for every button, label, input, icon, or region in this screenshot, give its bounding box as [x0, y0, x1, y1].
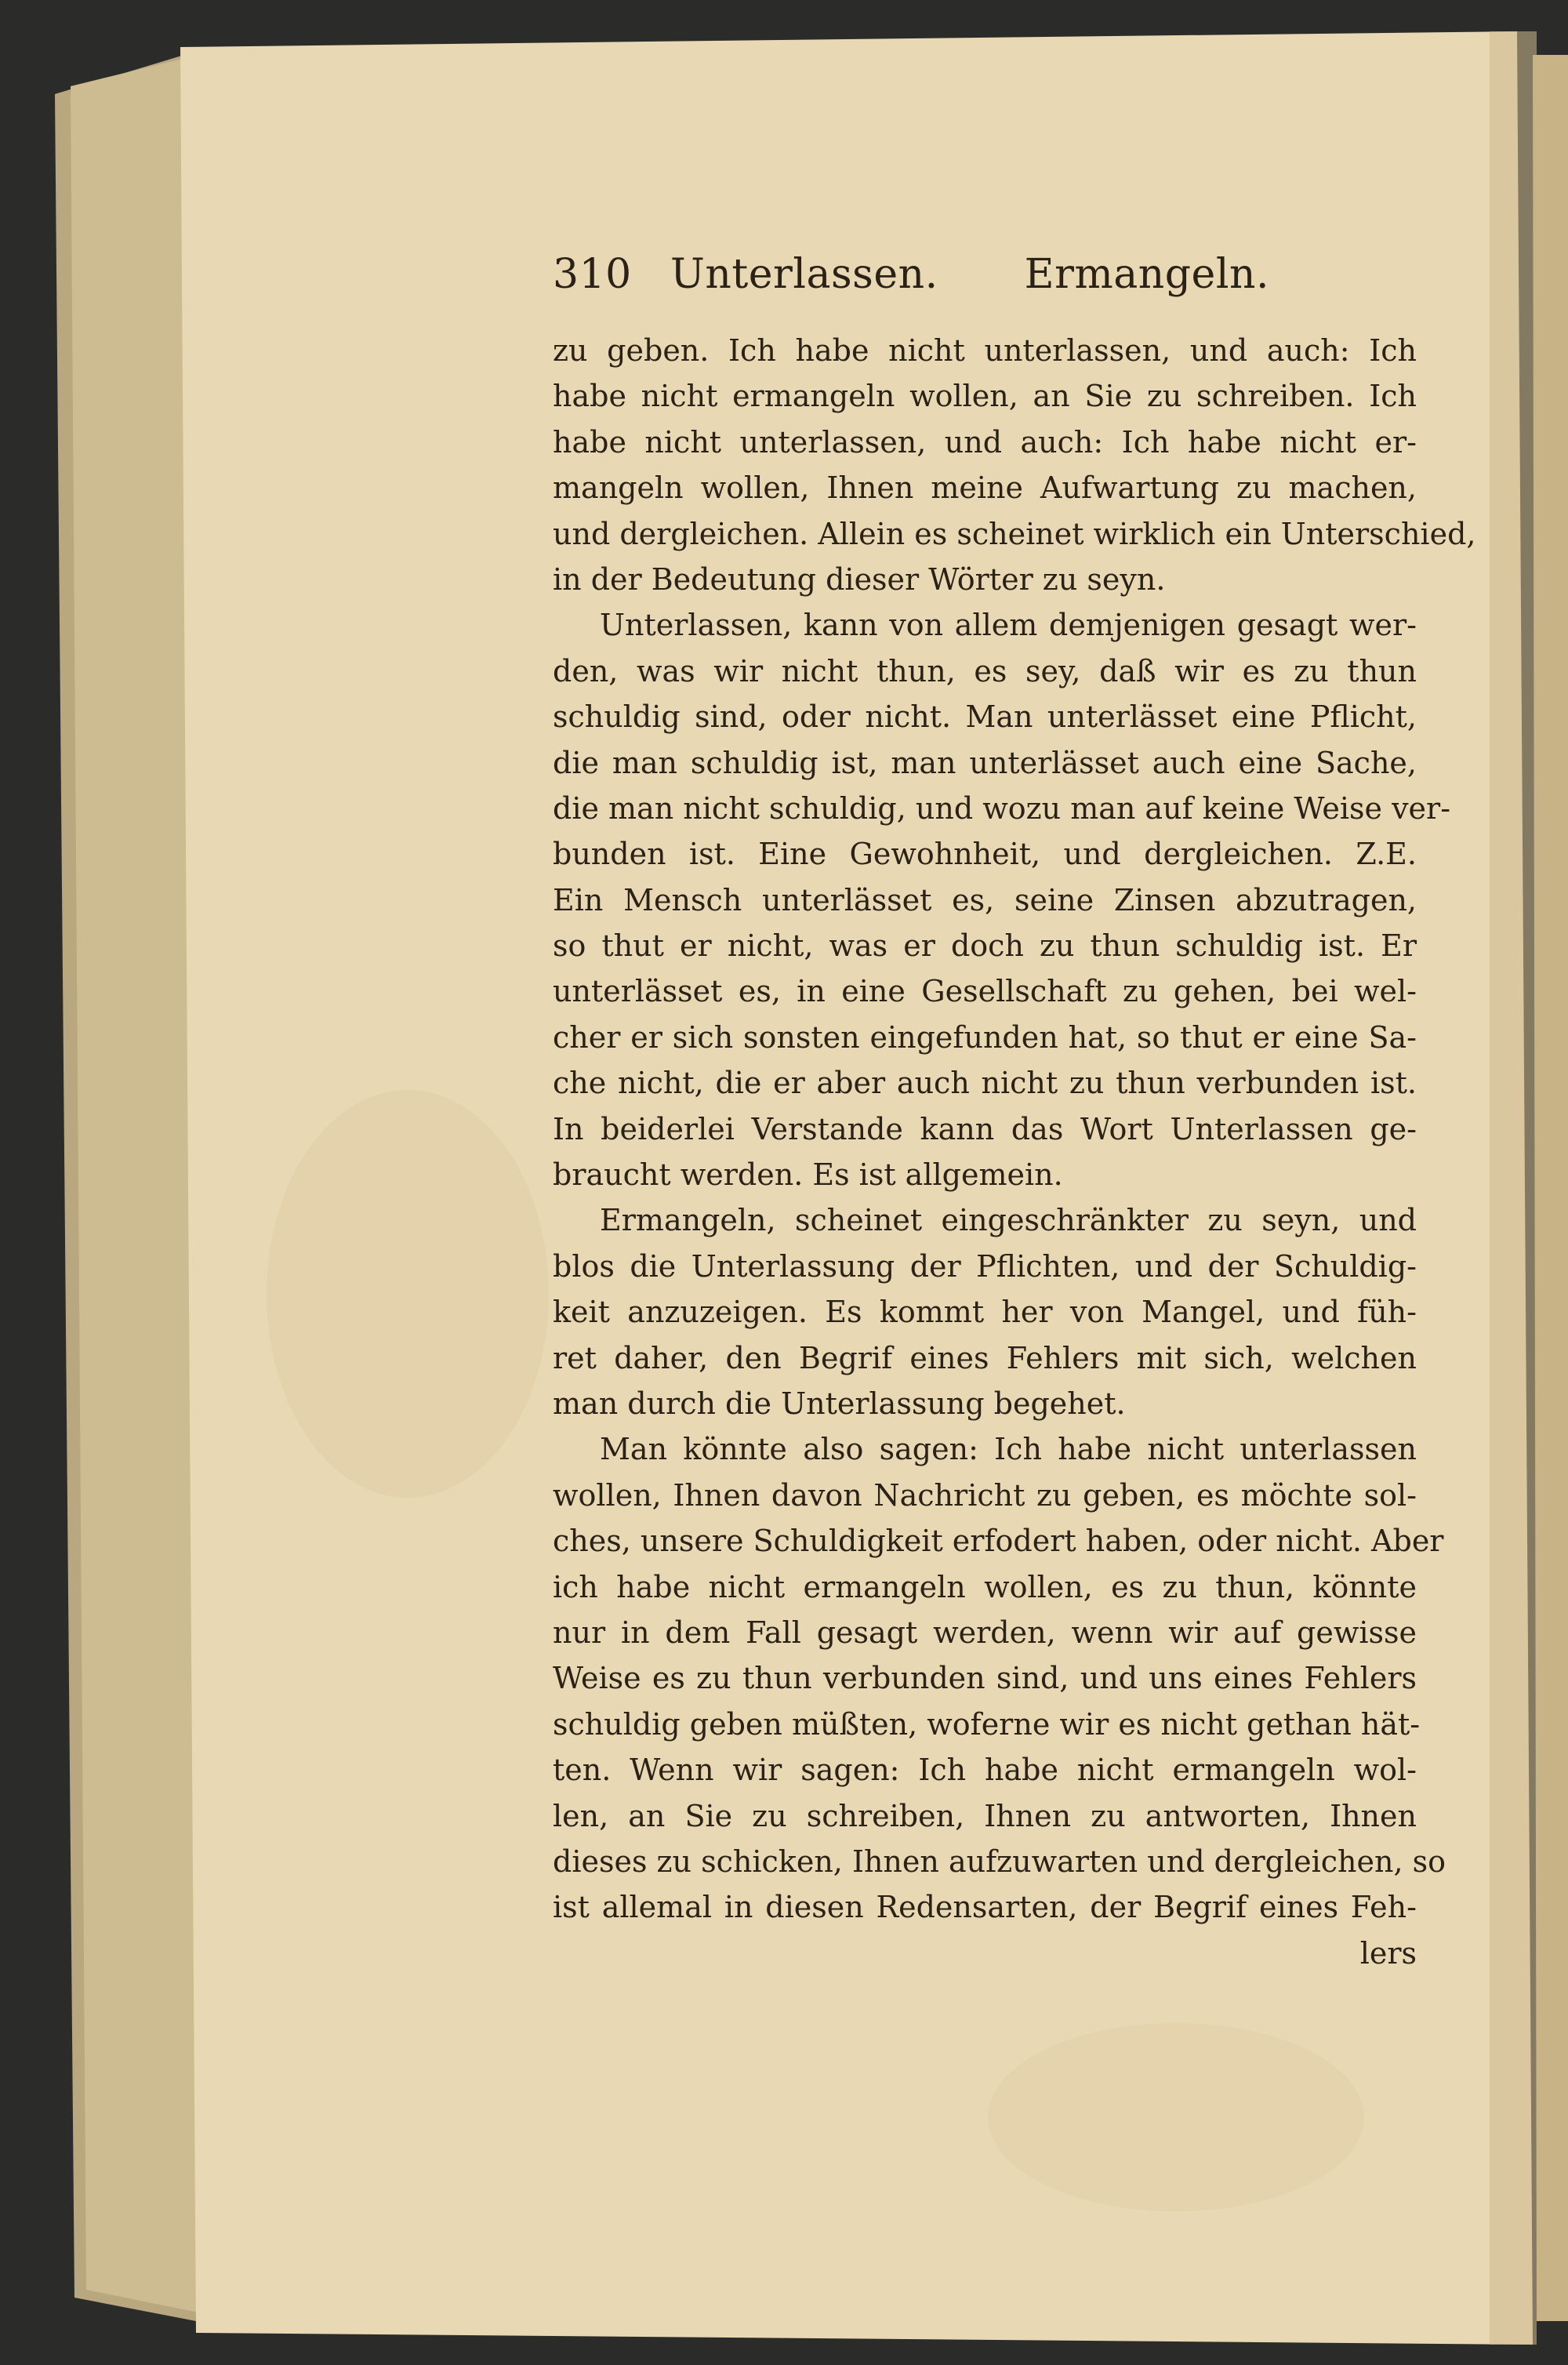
text-line: so thut er nicht, was er doch zu thun schuldig ist. Er — [553, 928, 1417, 964]
text-line: wollen, Ihnen davon Nachricht zu geben, es möchte sol- — [553, 1477, 1417, 1513]
text-line: nur in dem Fall gesagt werden, wenn wir auf gewisse — [553, 1615, 1417, 1650]
text-line: bunden ist. Eine Gewohnheit, und dergleichen. Z.E. — [553, 837, 1417, 872]
text-line: ist allemal in diesen Redensarten, der Begrif eines Feh- — [553, 1890, 1417, 1925]
text-line: zu geben. Ich habe nicht unterlassen, und auch: Ich — [553, 333, 1417, 368]
page-number: 310 — [553, 251, 632, 298]
text-line: habe nicht unterlassen, und auch: Ich habe nicht er- — [553, 424, 1417, 460]
text-line: man durch die Unterlassung begehet. — [553, 1386, 1126, 1421]
text-line: len, an Sie zu schreiben, Ihnen zu antworten, Ihnen — [553, 1798, 1417, 1833]
body-text — [553, 328, 1476, 1976]
text-line: ret daher, den Begrif eines Fehlers mit sich, welchen — [553, 1340, 1417, 1375]
text-line: mangeln wollen, Ihnen meine Aufwartung zu machen, — [553, 470, 1417, 506]
text-line: cher er sich sonsten eingefunden hat, so thut er eine Sa- — [553, 1019, 1417, 1055]
text-line: in der Bedeutung dieser Wörter zu seyn. — [553, 561, 1166, 597]
text-line: ches, unsere Schuldigkeit erfodert haben, oder nicht. Aber — [553, 1524, 1444, 1559]
text-line: Man könnte also sagen: Ich habe nicht unterlassen — [600, 1432, 1417, 1467]
catchword: lers — [1359, 1935, 1417, 1971]
running-head-right-word: Ermangeln. — [1024, 251, 1269, 298]
text-line: schuldig geben müßten, woferne wir es nicht gethan hät- — [553, 1706, 1421, 1742]
text-line: che nicht, die er aber auch nicht zu thun verbunden ist. — [553, 1066, 1417, 1101]
text-line: die man nicht schuldig, und wozu man auf keine Weise ver- — [553, 790, 1451, 826]
text-line: unterlässet es, in eine Gesellschaft zu gehen, bei wel- — [553, 974, 1417, 1009]
paper-stain — [267, 1090, 549, 1498]
text-line: In beiderlei Verstande kann das Wort Unterlassen ge- — [553, 1111, 1417, 1146]
text-line: Ein Mensch unterlässet es, seine Zinsen abzutragen, — [553, 882, 1417, 917]
paper-stain — [988, 2023, 1364, 2211]
page-edge-stack-inner — [71, 56, 202, 2313]
gutter-shadow — [1490, 31, 1537, 2345]
text-line: Ermangeln, scheinet eingeschränkter zu seyn, und — [600, 1203, 1417, 1238]
text-line: Weise es zu thun verbunden sind, und uns eines Fehlers — [553, 1661, 1417, 1696]
text-line: ten. Wenn wir sagen: Ich habe nicht ermangeln wol- — [553, 1753, 1417, 1788]
text-line: den, was wir nicht thun, es sey, daß wir es zu thun — [553, 653, 1417, 688]
running-head — [553, 251, 1417, 323]
facing-page-edge — [1533, 55, 1568, 2321]
text-line: ich habe nicht ermangeln wollen, es zu thun, könnte — [553, 1569, 1417, 1604]
text-line: keit anzuzeigen. Es kommt her von Mangel, und füh- — [553, 1295, 1417, 1330]
text-line: schuldig sind, oder nicht. Man unterlässet eine Pflicht, — [553, 699, 1417, 735]
text-line: habe nicht ermangeln wollen, an Sie zu schreiben. Ich — [553, 379, 1417, 414]
text-line: blos die Unterlassung der Pflichten, und der Schuldig- — [553, 1248, 1417, 1284]
text-line: Unterlassen, kann von allem demjenigen gesagt wer- — [600, 608, 1417, 643]
running-head-left-word: Unterlassen. — [670, 251, 938, 298]
text-line: die man schuldig ist, man unterlässet auch eine Sache, — [553, 745, 1417, 780]
text-line: und dergleichen. Allein es scheinet wirklich ein Unterschied, — [553, 516, 1476, 551]
page-text-block — [553, 251, 1476, 1976]
text-line: dieses zu schicken, Ihnen aufzuwarten und dergleichen, so — [553, 1844, 1446, 1879]
text-line: braucht werden. Es ist allgemein. — [553, 1157, 1063, 1193]
